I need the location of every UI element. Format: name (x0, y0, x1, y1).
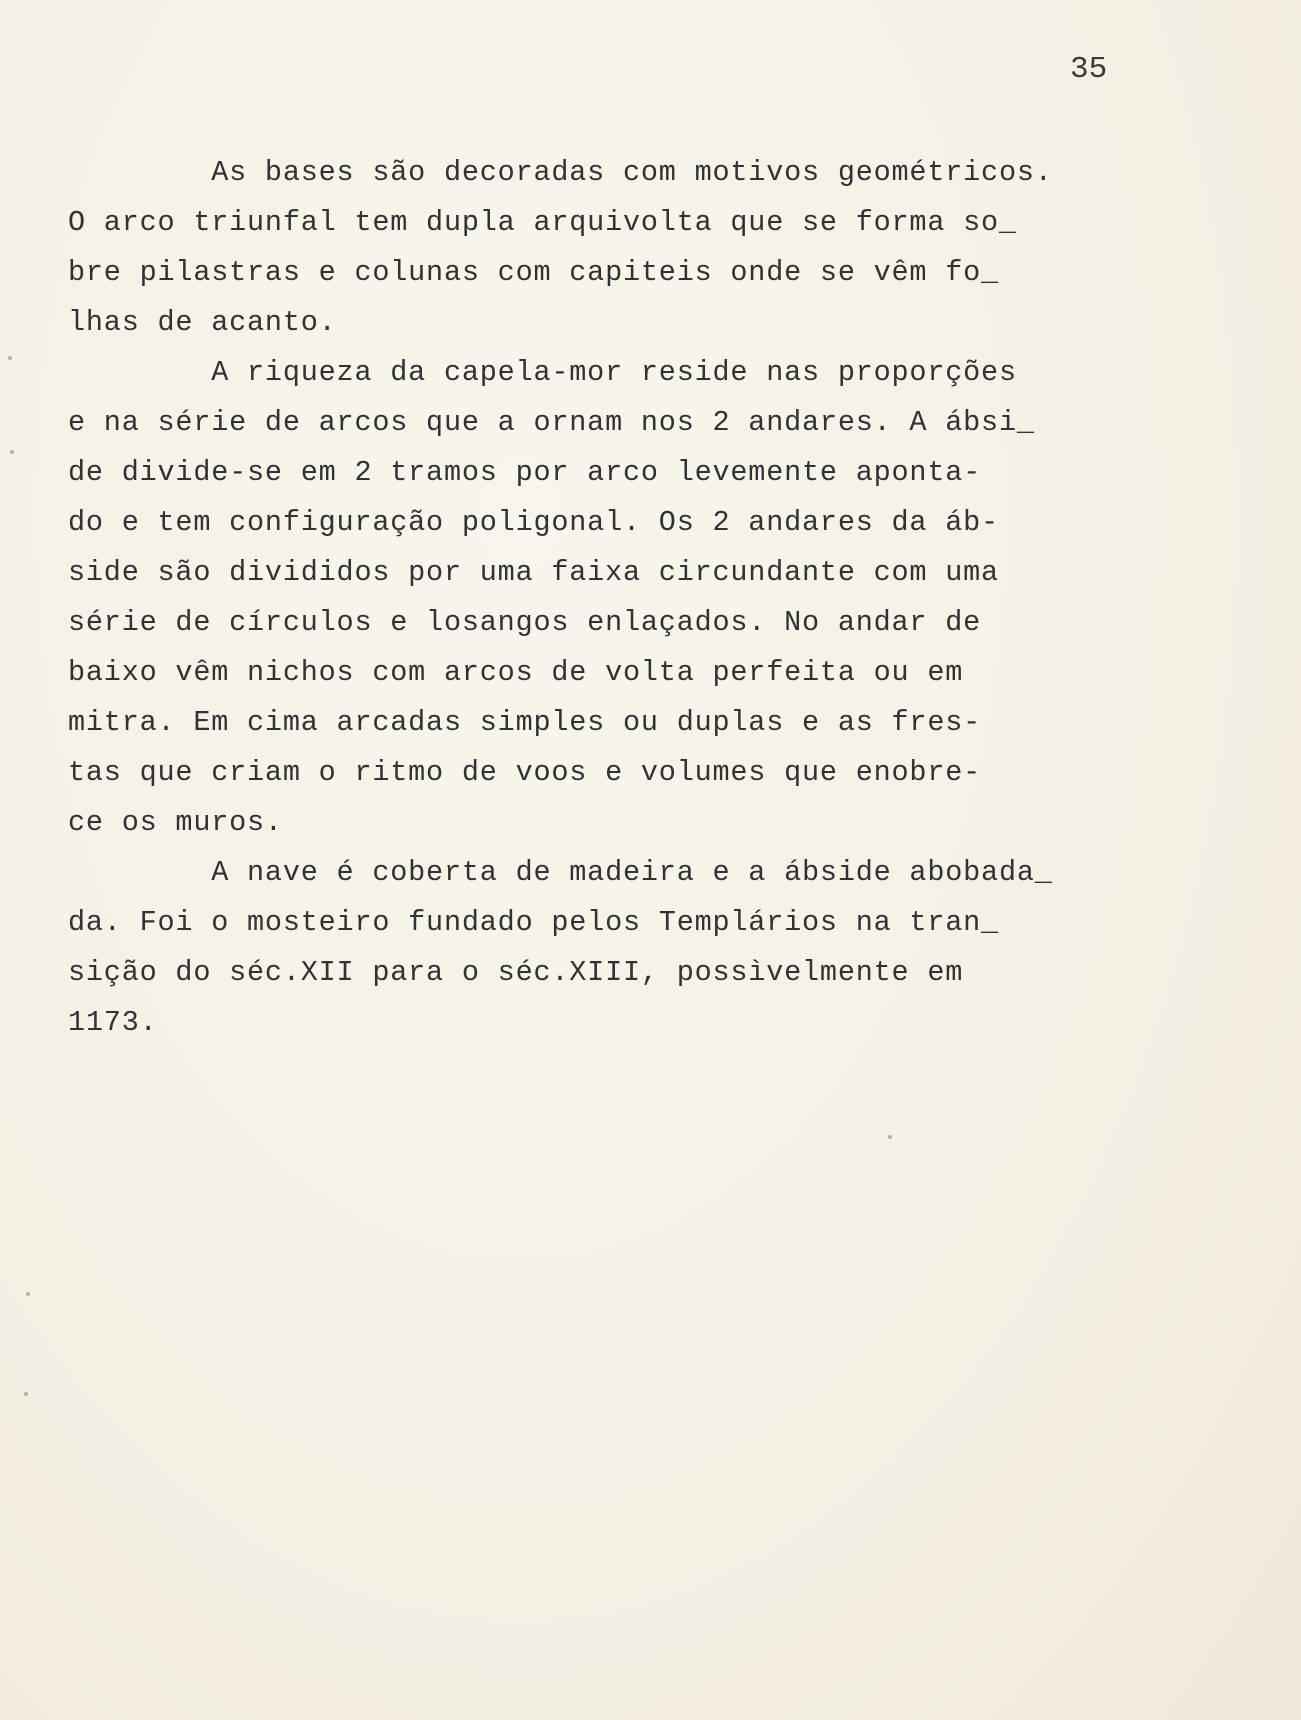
paper-speck (24, 1392, 28, 1396)
paper-speck (8, 356, 12, 360)
paper-speck (26, 1292, 30, 1296)
text-line: O arco triunfal tem dupla arquivolta que se forma so_ (68, 206, 1017, 239)
text-line: da. Foi o mosteiro fundado pelos Templários na tran_ (68, 906, 999, 939)
paper-speck (888, 1135, 892, 1139)
text-line: mitra. Em cima arcadas simples ou duplas e as fres- (68, 706, 982, 739)
text-line: 1173. (68, 1006, 158, 1039)
text-line: tas que criam o ritmo de voos e volumes que enobre- (68, 756, 982, 789)
paper-speck (10, 450, 14, 454)
page-number: 35 (1070, 52, 1108, 87)
text-line: A nave é coberta de madeira e a ábside abobada_ (68, 856, 1053, 889)
text-line: lhas de acanto. (68, 306, 337, 339)
text-line: série de círculos e losangos enlaçados. No andar de (68, 606, 982, 639)
text-line: ce os muros. (68, 806, 283, 839)
text-line: side são divididos por uma faixa circundante com uma (68, 556, 999, 589)
text-line: bre pilastras e colunas com capiteis onde se vêm fo_ (68, 256, 999, 289)
text-line: As bases são decoradas com motivos geométricos. (68, 156, 1053, 189)
text-line: A riqueza da capela-mor reside nas proporções (68, 356, 1017, 389)
text-line: de divide-se em 2 tramos por arco levemente aponta- (68, 456, 982, 489)
text-line: do e tem configuração poligonal. Os 2 andares da áb- (68, 506, 999, 539)
text-line: sição do séc.XII para o séc.XIII, possìvelmente em (68, 956, 964, 989)
text-line: e na série de arcos que a ornam nos 2 andares. A ábsi_ (68, 406, 1035, 439)
text-line: baixo vêm nichos com arcos de volta perfeita ou em (68, 656, 964, 689)
